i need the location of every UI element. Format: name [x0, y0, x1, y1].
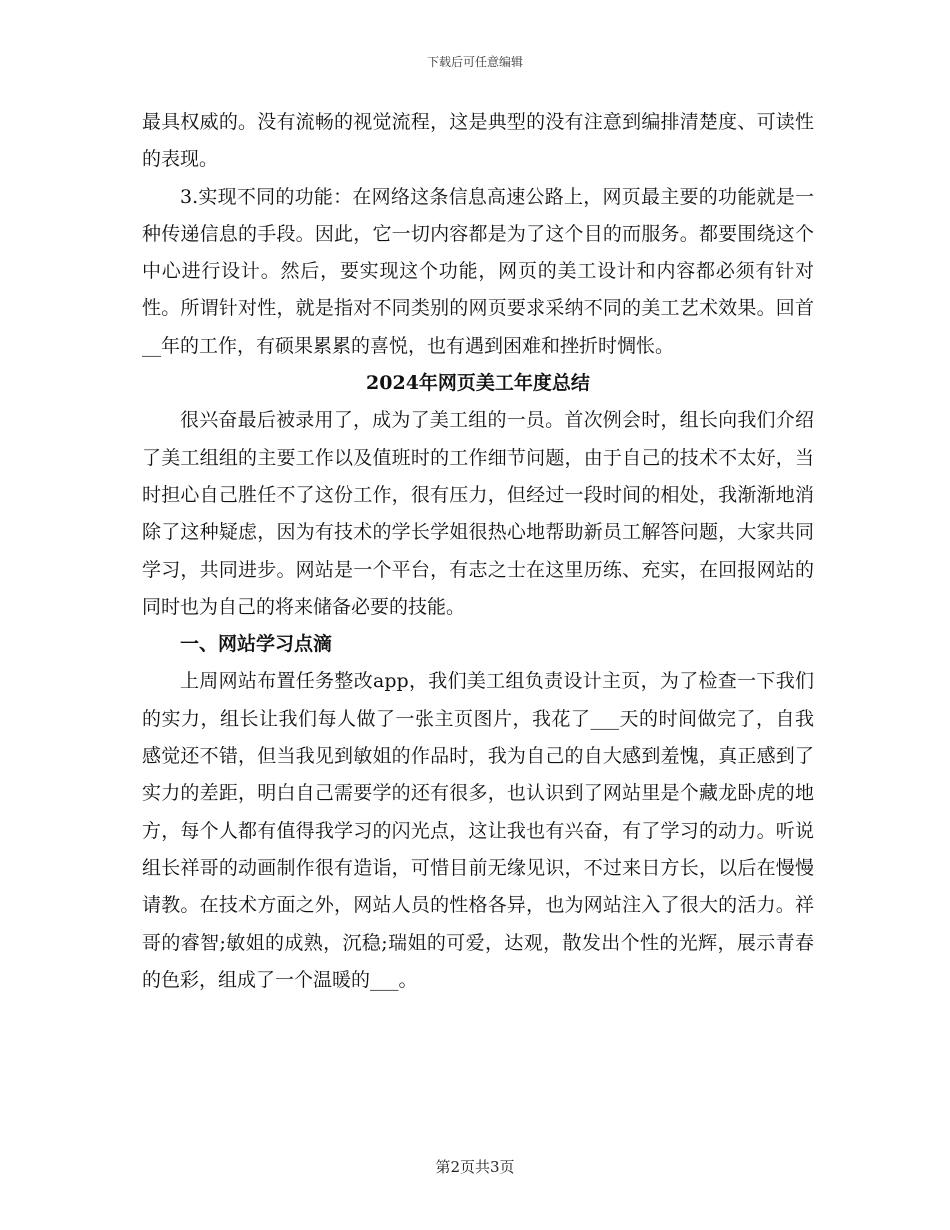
paragraph-learning: 上周网站布置任务整改app，我们美工组负责设计主页，为了检查一下我们的实力，组长让我们每人做了一张主页图片，我花了___天的时间做完了，自我感觉还不错，但当我见到敏姐的作品时，我为自己的自大感到羞愧，真正感到了实力的差距，明白自己需要学的还有很多，也认识到了网站里是个藏龙卧虎的地方，每个人都有值得我学习的闪光点，这让我也有兴奋，有了学习的动力。听说组长祥哥的动画制作很有造诣，可惜目前无缘见识，不过来日方长，以后在慢慢请教。在技术方面之外，网站人员的性格各异，也为网站注入了很大的活力。祥哥的睿智;敏姐的成熟，沉稳;瑞姐的可爱，达观，散发出个性的光辉，展示青春的色彩，组成了一个温暖的___。 — [142, 670, 814, 991]
page-header: 下载后可任意编辑 — [426, 55, 523, 69]
paragraph-intro: 很兴奋最后被录用了，成为了美工组的一员。首次例会时，组长向我们介绍了美工组组的主要工作以及值班时的工作细节问题，由于自己的技术不太好，当时担心自己胜任不了这份工作，很有压力，但经过一段时间的相处，我渐渐地消除了这种疑虑，因为有技术的学长学姐很热心地帮助新员工解答问题，大家共同学习，共同进步。网站是一个平台，有志之士在这里历练、充实，在回报网站的同时也为自己的将来储备必要的技能。 — [142, 409, 814, 618]
document-body — [142, 104, 814, 999]
document-title: 2024年网页美工年度总结 — [366, 372, 590, 395]
page-footer: 第2页共3页 — [435, 1158, 515, 1176]
paragraph-functions: 3.实现不同的功能：在网络这条信息高速公路上，网页最主要的功能就是一种传递信息的手段。因此，它一切内容都是为了这个目的而服务。都要围绕这个中心进行设计。然后，要实现这个功能，网页的美工设计和内容都必须有针对性。所谓针对性，就是指对不同类别的网页要求采纳不同的美工艺术效果。回首__年的工作，有硕果累累的喜悦，也有遇到困难和挫折时惆怅。 — [142, 185, 814, 357]
section-heading-learning: 一、网站学习点滴 — [180, 633, 333, 656]
paragraph-continued: 最具权威的。没有流畅的视觉流程，这是典型的没有注意到编排清楚度、可读性的表现。 — [142, 111, 814, 171]
